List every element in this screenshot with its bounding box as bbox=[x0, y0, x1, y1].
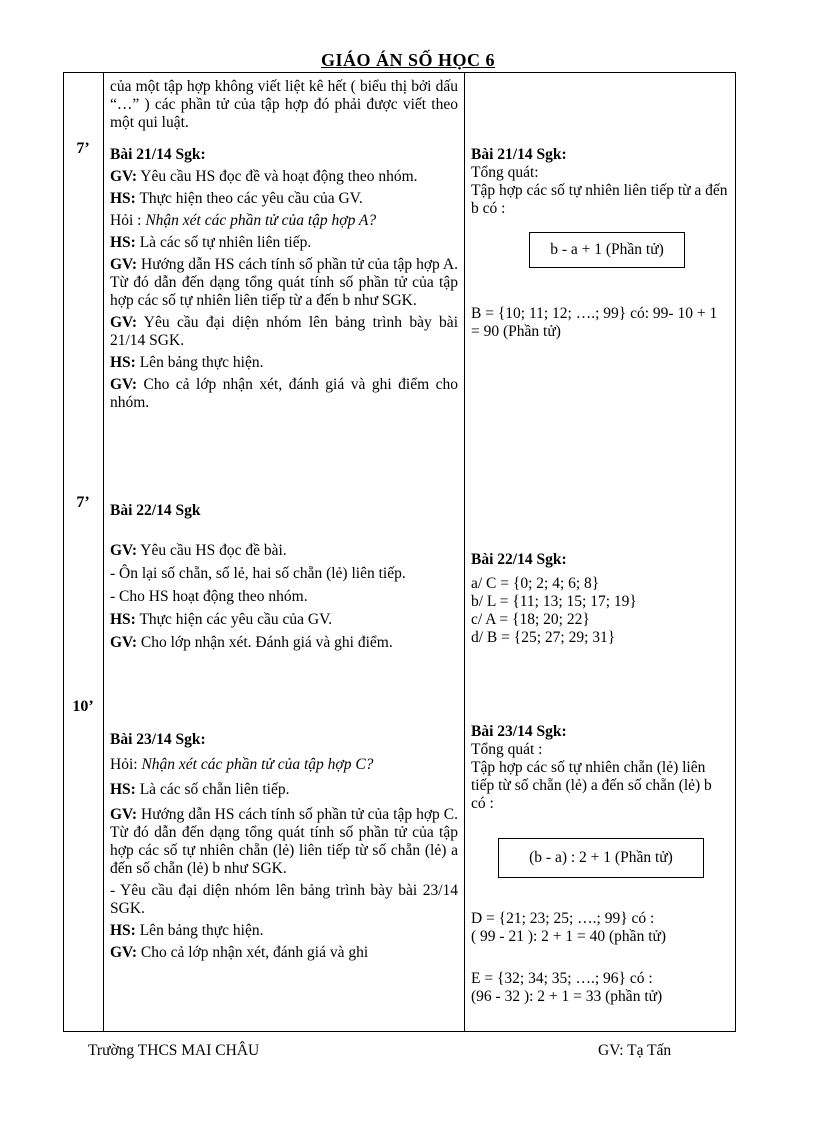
hs-label: HS: bbox=[110, 354, 136, 371]
gv-text: Hướng dẫn HS cách tính số phần tử của tập hợp A. Từ đó dẫn đến dạng tổng quát tính số phần tử của tập hợp các số tự nhiên liên tiếp từ a đến b như SGK. bbox=[110, 256, 458, 309]
hs-label: HS: bbox=[110, 190, 136, 207]
ex22-activity bbox=[110, 502, 458, 652]
gv-text: Cho cả lớp nhận xét, đánh giá và ghi bbox=[137, 944, 369, 961]
gv-text: Yêu cầu HS đọc đề và hoạt động theo nhóm. bbox=[137, 168, 418, 185]
ex23-question bbox=[110, 756, 458, 774]
ex23-e-line2: (96 - 32 ): 2 + 1 = 33 (phần tử) bbox=[471, 988, 663, 1005]
ex22-answer-a: a/ C = {0; 2; 4; 6; 8} bbox=[471, 575, 600, 592]
ex23-board-d bbox=[471, 910, 729, 946]
ex21-question bbox=[110, 212, 458, 230]
time-label: 10’ bbox=[72, 698, 94, 715]
hs-label: HS: bbox=[110, 611, 136, 628]
gv-label: GV: bbox=[110, 806, 137, 823]
gv-label: GV: bbox=[110, 376, 137, 393]
footer-teacher: GV: Tạ Tấn bbox=[598, 1042, 672, 1059]
ex22-answer-d: d/ B = {25; 27; 29; 31} bbox=[471, 629, 616, 646]
ex21-gv3 bbox=[110, 314, 458, 350]
ex22-board bbox=[471, 551, 729, 647]
ex23-d-line2: ( 99 - 21 ): 2 + 1 = 40 (phần tử) bbox=[471, 928, 667, 945]
time-label: 7’ bbox=[76, 140, 90, 157]
ex21-gv2 bbox=[110, 256, 458, 310]
gv-label: GV: bbox=[110, 634, 137, 651]
ex23-board-title: Bài 23/14 Sgk: bbox=[471, 723, 567, 740]
question-label: Hỏi: bbox=[110, 756, 142, 773]
ex21-board-desc: Tập hợp các số tự nhiên liên tiếp từ a đến b có : bbox=[471, 182, 728, 217]
hs-text: Là các số tự nhiên liên tiếp. bbox=[135, 234, 312, 251]
ex23-board-general: Tổng quát : bbox=[471, 741, 543, 758]
ex23-formula-box: (b - a) : 2 + 1 (Phần tử) bbox=[498, 838, 704, 878]
ex21-activity bbox=[110, 146, 458, 412]
footer-school: Trường THCS MAI CHÂU bbox=[88, 1042, 260, 1059]
ex21-title: Bài 21/14 Sgk: bbox=[110, 146, 206, 163]
ex22-answer-b: b/ L = {11; 13; 15; 17; 19} bbox=[471, 593, 637, 610]
ex23-gv2 bbox=[110, 944, 458, 962]
ex23-board bbox=[471, 723, 729, 813]
hs-text: Lên bảng thực hiện. bbox=[135, 922, 264, 939]
ex21-hs1 bbox=[110, 190, 458, 208]
hs-label: HS: bbox=[110, 922, 136, 939]
ex21-example-text: B = {10; 11; 12; ….; 99} có: 99- 10 + 1 = 90 (Phần tử) bbox=[471, 305, 718, 340]
intro-paragraph bbox=[110, 78, 458, 132]
column-divider-time bbox=[103, 72, 104, 1032]
ex23-d-line1: D = {21; 23; 25; ….; 99} có : bbox=[471, 910, 655, 927]
ex23-hs2 bbox=[110, 922, 458, 940]
ex22-board-title: Bài 22/14 Sgk: bbox=[471, 551, 567, 568]
ex21-board bbox=[471, 146, 729, 218]
gv-text: Hướng dẫn HS cách tính số phần tử của tập hợp C. Từ đó dẫn đến dạng tổng quát tính số phần tử của tập hợp các số tự nhiên chẵn (lẻ) liên tiếp từ số chẵn (lẻ) a đến số chẵn (lẻ) b như SGK. bbox=[110, 806, 458, 877]
hs-text: Thực hiện các yêu cầu của GV. bbox=[135, 611, 333, 628]
ex22-hs1 bbox=[110, 611, 458, 629]
gv-text: Cho cả lớp nhận xét, đánh giá và ghi điểm cho nhóm. bbox=[110, 376, 458, 411]
time-label: 7’ bbox=[76, 494, 90, 511]
gv-label: GV: bbox=[110, 168, 137, 185]
ex22-line2: - Cho HS hoạt động theo nhóm. bbox=[110, 588, 308, 605]
page-title: GIÁO ÁN SỐ HỌC 6 bbox=[320, 50, 496, 70]
gv-text: Cho lớp nhận xét. Đánh giá và ghi điểm. bbox=[137, 634, 393, 651]
ex22-gv2 bbox=[110, 634, 458, 652]
ex22-gv1 bbox=[110, 542, 458, 560]
ex23-e-line1: E = {32; 34; 35; ….; 96} có : bbox=[471, 970, 653, 987]
hs-text: Lên bảng thực hiện. bbox=[135, 354, 264, 371]
gv-label: GV: bbox=[110, 542, 137, 559]
ex21-gv1 bbox=[110, 168, 458, 186]
gv-label: GV: bbox=[110, 944, 137, 961]
ex21-hs2 bbox=[110, 234, 458, 252]
intro-text: của một tập hợp không viết liệt kê hết ( biểu thị bởi dấu “…” ) các phần tử của tập hợp đó phải được viết theo một qui luật. bbox=[110, 78, 458, 131]
question-text: Nhận xét các phần tử của tập hợp C? bbox=[141, 756, 374, 773]
gv-text: Yêu cầu đại diện nhóm lên bảng trình bày bài 21/14 SGK. bbox=[110, 314, 458, 349]
ex22-line1: - Ôn lại số chẵn, số lẻ, hai số chẵn (lẻ) liên tiếp. bbox=[110, 565, 406, 582]
ex23-activity bbox=[110, 731, 458, 962]
ex21-board-title: Bài 21/14 Sgk: bbox=[471, 146, 567, 163]
question-text: Nhận xét các phần tử của tập hợp A? bbox=[145, 212, 377, 229]
hs-label: HS: bbox=[110, 781, 136, 798]
column-divider-board bbox=[464, 72, 465, 1032]
hs-text: Thực hiện theo các yêu cầu của GV. bbox=[135, 190, 363, 207]
ex21-board-example bbox=[471, 305, 729, 341]
gv-label: GV: bbox=[110, 256, 137, 273]
hs-text: Là các số chẵn liên tiếp. bbox=[135, 781, 290, 798]
ex22-answer-c: c/ A = {18; 20; 22} bbox=[471, 611, 590, 628]
gv-label: GV: bbox=[110, 314, 137, 331]
ex22-title: Bài 22/14 Sgk bbox=[110, 502, 201, 519]
ex23-gv1 bbox=[110, 806, 458, 878]
ex23-title: Bài 23/14 Sgk: bbox=[110, 731, 206, 748]
ex23-hs1 bbox=[110, 781, 458, 799]
ex21-board-general: Tổng quát: bbox=[471, 164, 539, 181]
ex21-formula-box: b - a + 1 (Phần tử) bbox=[529, 232, 685, 268]
ex23-board-e bbox=[471, 970, 729, 1006]
ex21-gv4 bbox=[110, 376, 458, 412]
gv-text: Yêu cầu HS đọc đề bài. bbox=[137, 542, 287, 559]
hs-label: HS: bbox=[110, 234, 136, 251]
question-label: Hỏi : bbox=[110, 212, 146, 229]
ex23-line1: - Yêu cầu đại diện nhóm lên bảng trình bày bài 23/14 SGK. bbox=[110, 882, 458, 917]
ex23-board-desc: Tập hợp các số tự nhiên chẵn (lẻ) liên tiếp từ số chẵn (lẻ) a đến số chẵn (lẻ) b có : bbox=[471, 759, 712, 812]
ex21-hs3 bbox=[110, 354, 458, 372]
